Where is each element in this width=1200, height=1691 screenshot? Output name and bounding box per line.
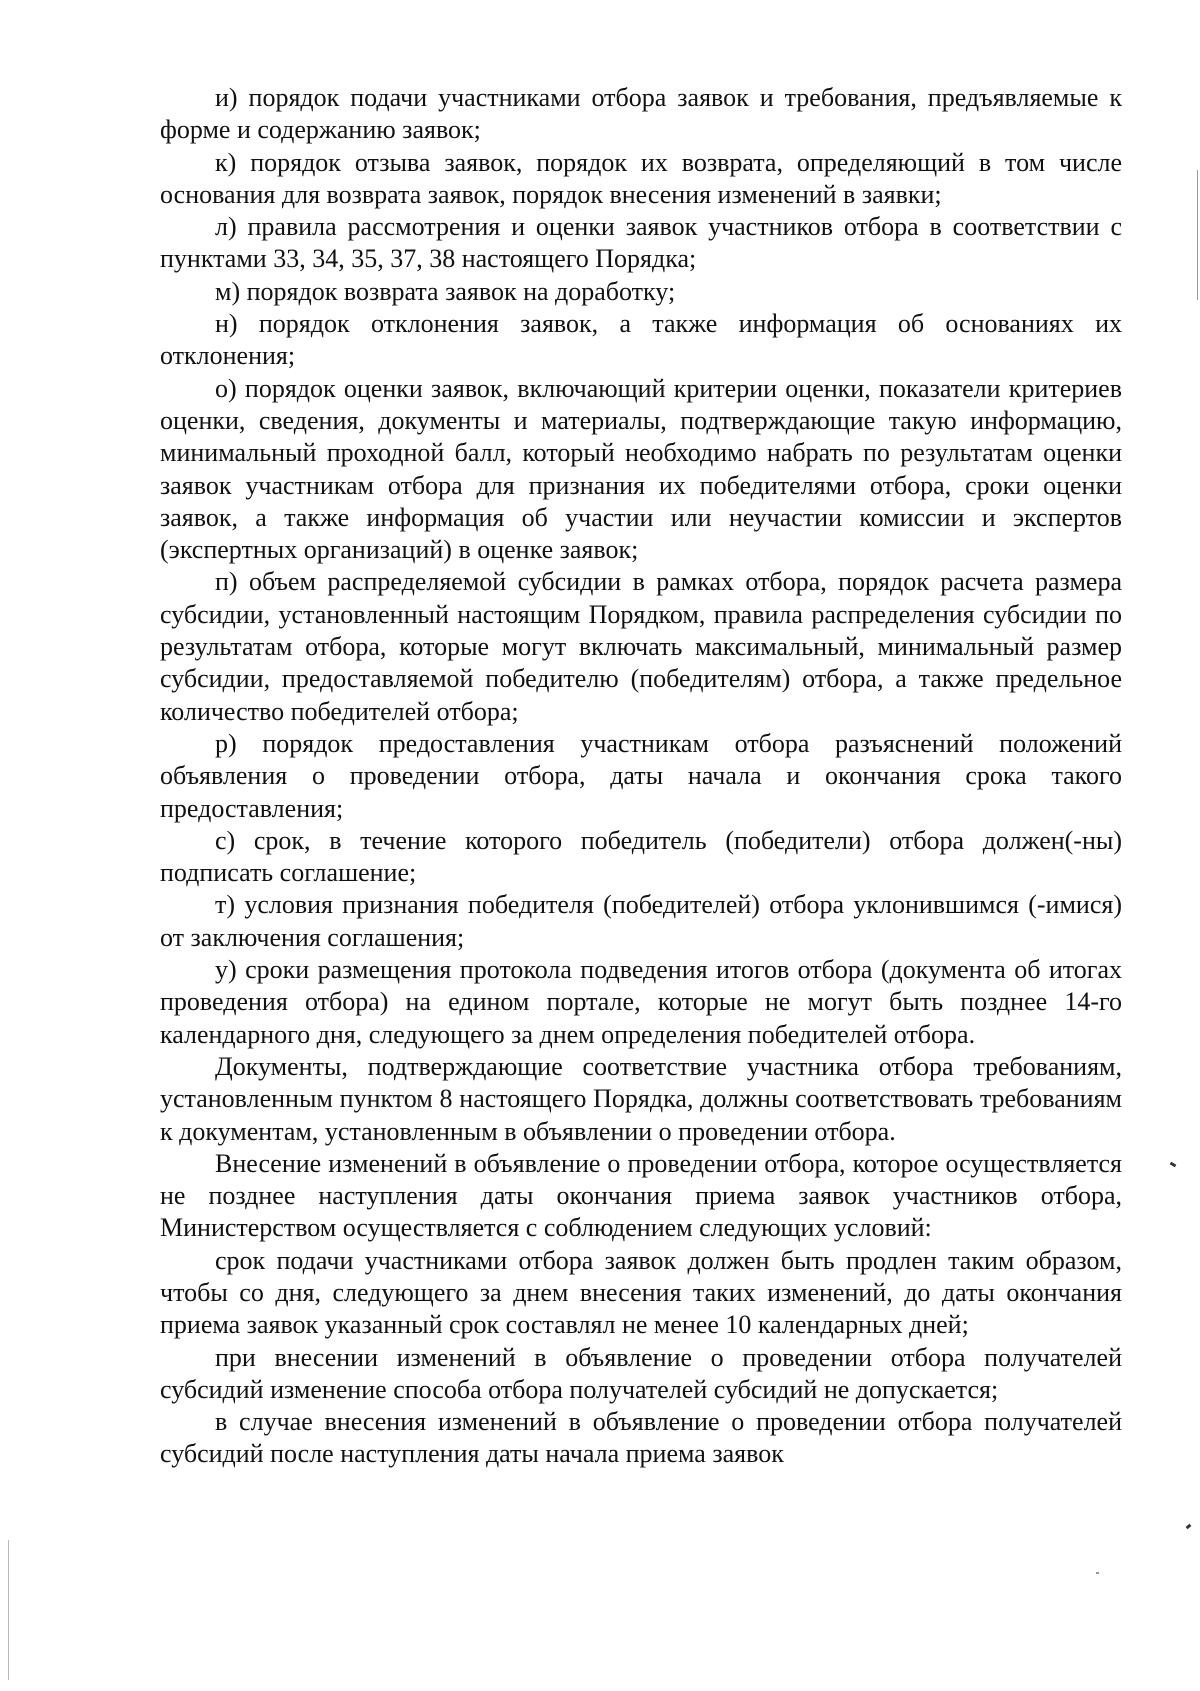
paragraph-after-start: в случае внесения изменений в объявление о проведении отбора получателей субсидий после наступления даты начала приема заявок: [160, 1407, 1122, 1469]
scan-edge-line-left: [8, 1540, 9, 1680]
paragraph-t: т) условия признания победителя (победителей) отбора уклонившимся (-имися) от заключения соглашения;: [160, 890, 1122, 952]
paragraph-documents: Документы, подтверждающие соответствие участника отбора требованиям, установленным пунктом 8 настоящего Порядка, должны соответствовать требованиям к документам, установленным в объявлении о проведении отбора.: [160, 1051, 1122, 1146]
paragraph-o: о) порядок оценки заявок, включающий критерии оценки, показатели критериев оценки, сведения, документы и материалы, подтверждающие такую информацию, минимальный проходной балл, который необходимо набрать по результатам оценки заявок участникам отбора для признания их победителями отбора, сроки оценки заявок, а также информация об участии или неучастии комиссии и экспертов (экспертных организаций) в оценке заявок;: [160, 373, 1122, 565]
paragraph-i: и) порядок подачи участниками отбора заявок и требования, предъявляемые к форме и содержанию заявок;: [160, 83, 1122, 145]
paragraph-amendments: Внесение изменений в объявление о проведении отбора, которое осуществляется не позднее наступления даты окончания приема заявок участников отбора, Министерством осуществляется с соблюдением следующих условий:: [160, 1148, 1122, 1243]
scan-speck: [1096, 1572, 1099, 1574]
paragraph-k: к) порядок отзыва заявок, порядок их возврата, определяющий в том числе основания для возврата заявок, порядок внесения изменений в заявки;: [160, 147, 1122, 209]
scan-edge-line-right: [1197, 170, 1198, 300]
scan-speck: [1186, 1524, 1192, 1530]
paragraph-u: у) сроки размещения протокола подведения итогов отбора (документа об итогах проведения отбора) на едином портале, которые не могут быть позднее 14-го календарного дня, следующего за днем определения победителей отбора.: [160, 955, 1122, 1049]
paragraph-l: л) правила рассмотрения и оценки заявок участников отбора в соответствии с пунктами 33, 34, 35, 37, 38 настоящего Порядка;: [160, 212, 1122, 274]
paragraph-p: п) объем распределяемой субсидии в рамках отбора, порядок расчета размера субсидии, установленный настоящим Порядком, правила распределения субсидии по результатам отбора, которые могут включать максимальный, минимальный размер субсидии, предоставляемой победителю (победителям) отбора, а также предельное количество победителей отбора;: [160, 567, 1122, 726]
paragraph-s: с) срок, в течение которого победитель (победители) отбора должен(-ны) подписать соглашение;: [160, 825, 1122, 888]
paragraph-method-change: при внесении изменений в объявление о проведении отбора получателей субсидий изменение способа отбора получателей субсидий не допускается;: [160, 1342, 1122, 1404]
paragraph-m: м) порядок возврата заявок на доработку;: [215, 276, 676, 306]
document-body: [160, 82, 1122, 1471]
paragraph-n: н) порядок отклонения заявок, а также информация об основаниях их отклонения;: [160, 309, 1122, 371]
scan-speck: [1170, 1162, 1177, 1168]
paragraph-deadline-extension: срок подачи участниками отбора заявок должен быть продлен таким образом, чтобы со дня, следующего за днем внесения таких изменений, до даты окончания приема заявок указанный срок составлял не менее 10 календарных дней;: [160, 1245, 1122, 1340]
paragraph-r: р) порядок предоставления участникам отбора разъяснений положений объявления о проведении отбора, даты начала и окончания срока такого предоставления;: [160, 728, 1122, 823]
